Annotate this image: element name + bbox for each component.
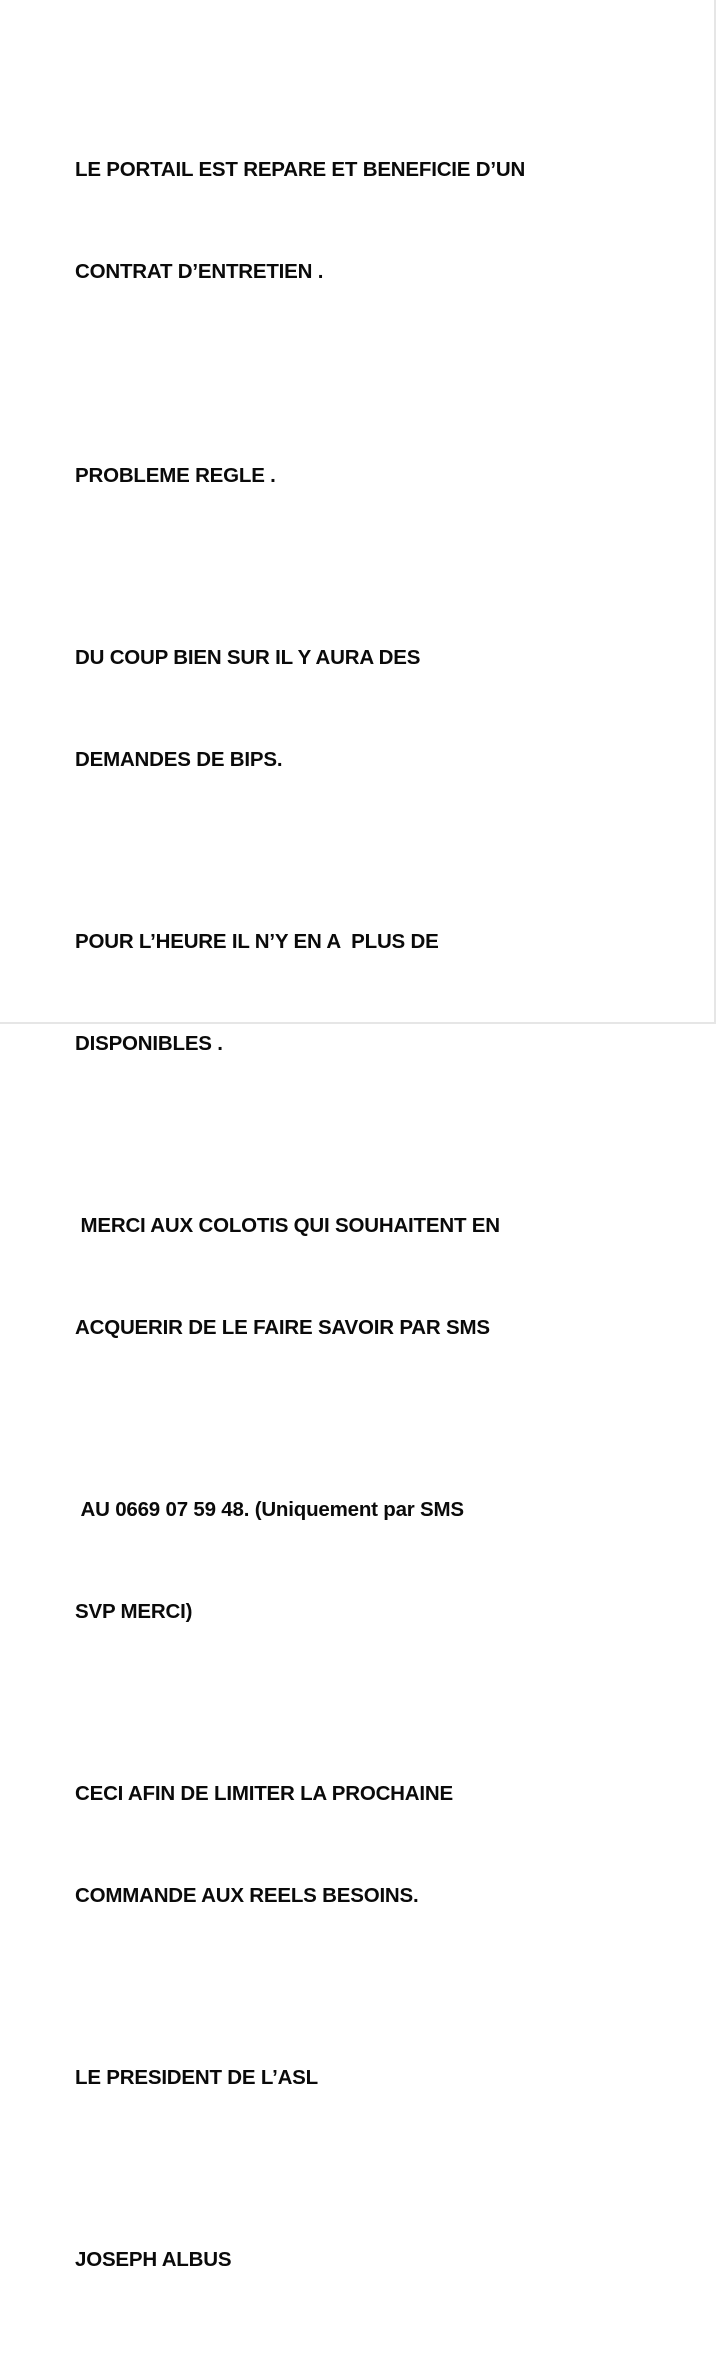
text-line: LE PORTAIL EST REPARE ET BENEFICIE D’UN	[75, 158, 526, 181]
paragraph-phone-number	[75, 1425, 675, 1697]
page-edge-bottom	[0, 1022, 716, 1024]
text-line: DISPONIBLES .	[75, 1032, 223, 1055]
text-line: LE PRESIDENT DE L’ASL	[75, 2066, 318, 2089]
signature-title	[75, 1993, 675, 2163]
text-line: DEMANDES DE BIPS.	[75, 748, 283, 771]
paragraph-none-available	[75, 857, 675, 1129]
text-line: COMMANDE AUX REELS BESOINS.	[75, 1884, 419, 1907]
paragraph-remote-requests	[75, 573, 675, 845]
text-line: CONTRAT D’ENTRETIEN .	[75, 260, 324, 283]
text-line: JOSEPH ALBUS	[75, 2248, 232, 2271]
text-line: PROBLEME REGLE .	[75, 464, 276, 487]
signature-name	[75, 2175, 675, 2345]
paragraph-gate-repaired	[75, 85, 675, 357]
text-line: AU 0669 07 59 48. (Uniquement par SMS	[75, 1498, 464, 1521]
text-line: SVP MERCI)	[75, 1600, 193, 1623]
text-line: ACQUERIR DE LE FAIRE SAVOIR PAR SMS	[75, 1316, 490, 1339]
text-line: CECI AFIN DE LIMITER LA PROCHAINE	[75, 1782, 453, 1805]
notice-text	[75, 85, 675, 2357]
paragraph-request-by-sms	[75, 1141, 675, 1413]
text-line: DU COUP BIEN SUR IL Y AURA DES	[75, 646, 421, 669]
text-line: POUR L’HEURE IL N’Y EN A PLUS DE	[75, 930, 439, 953]
text-line: MERCI AUX COLOTIS QUI SOUHAITENT EN	[75, 1214, 500, 1237]
paragraph-problem-solved	[75, 391, 675, 561]
paragraph-next-order	[75, 1709, 675, 1981]
